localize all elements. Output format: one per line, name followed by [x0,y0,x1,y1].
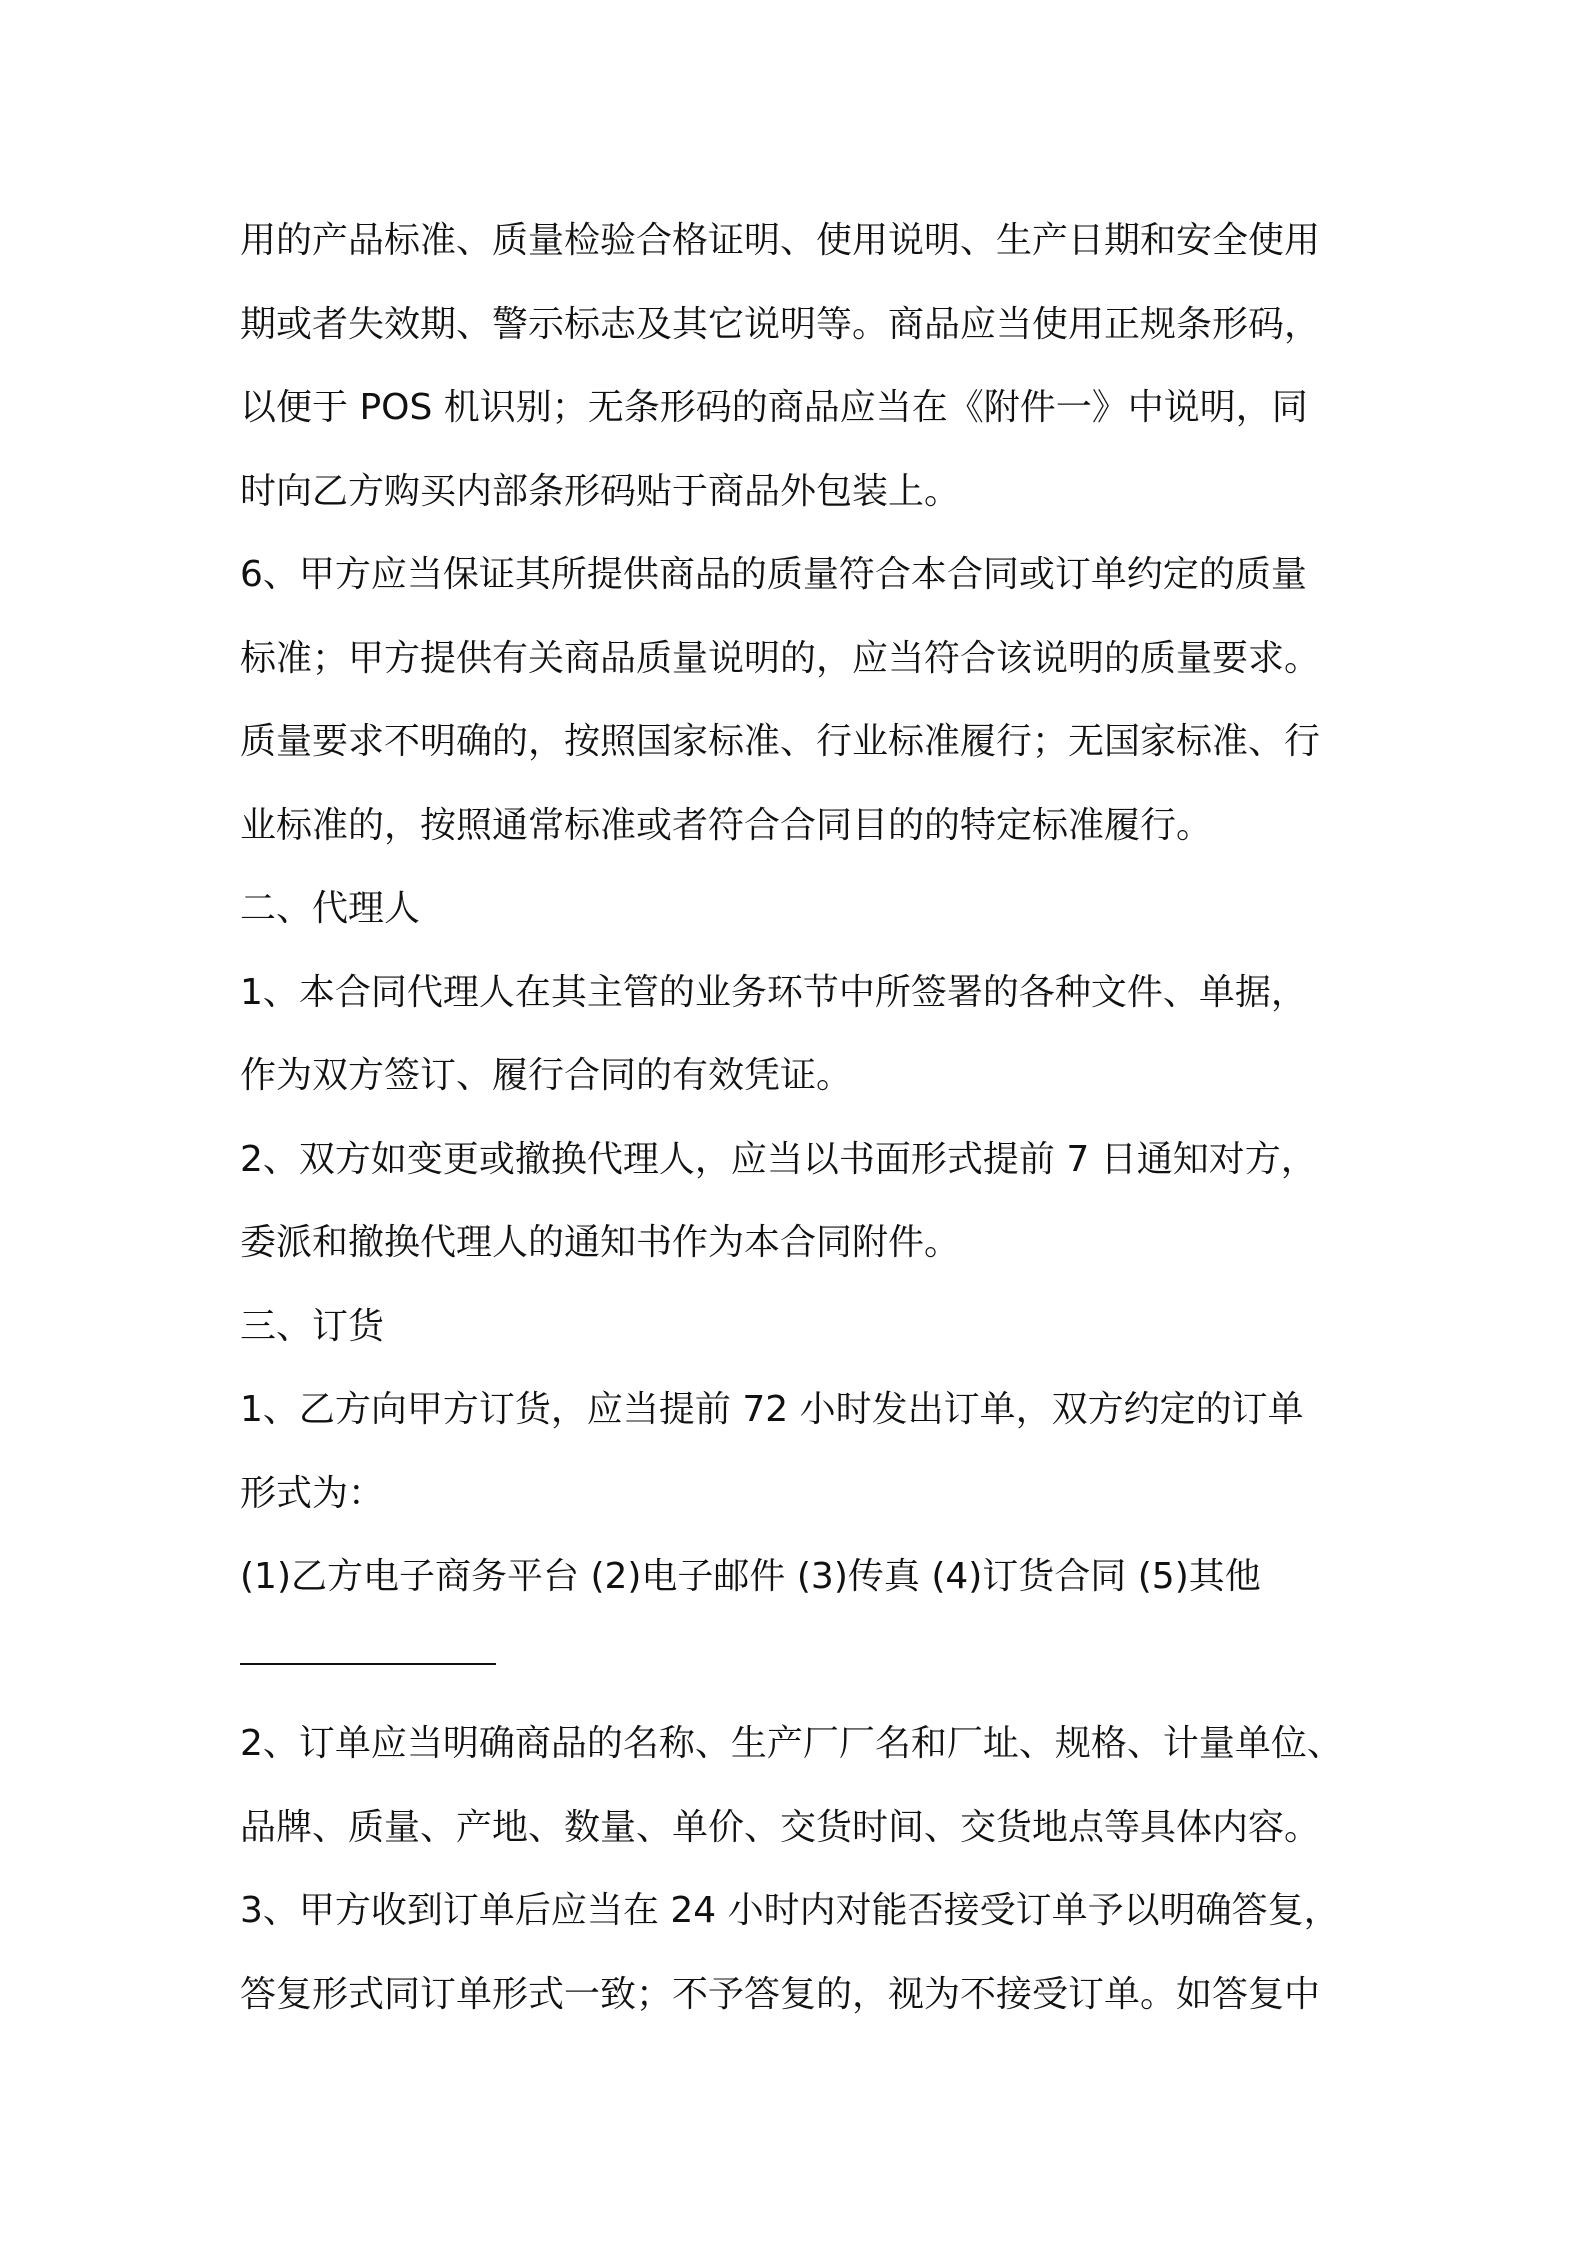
text-line: 质量要求不明确的，按照国家标准、行业标准履行；无国家标准、行 [240,721,1321,762]
clause-1: 1、本合同代理人在其主管的业务环节中所签署的各种文件、单据， [240,971,1307,1013]
clause-3: 3、甲方收到订单后应当在 24 小时内对能否接受订单予以明确答复， [240,1890,1340,1931]
blank-underline [240,1663,496,1665]
text-line: 形式为： [240,1472,385,1514]
clause-6: 6、甲方应当保证其所提供商品的质量符合本合同或订单约定的质量 [240,554,1307,595]
clause-2: 2、双方如变更或撤换代理人，应当以书面形式提前 7 日通知对方， [240,1138,1317,1180]
section-heading-agent: 二、代理人 [240,888,421,929]
fill-in-blank [240,1619,1380,1703]
text-line: 标准；甲方提供有关商品质量说明的，应当符合该说明的质量要求。 [240,637,1321,679]
text-line: 业标准的，按照通常标准或者符合合同目的的特定标准履行。 [240,804,1213,846]
document-body [240,199,1380,2036]
order-form-options: (1)乙方电子商务平台 (2)电子邮件 (3)传真 (4)订货合同 (5)其他 [240,1556,1261,1597]
text-line: 用的产品标准、质量检验合格证明、使用说明、生产日期和安全使用 [240,220,1321,261]
text-line: 期或者失效期、警示标志及其它说明等。商品应当使用正规条形码， [240,303,1321,345]
text-line: 时向乙方购买内部条形码贴于商品外包装上。 [240,470,961,512]
text-line: 答复形式同订单形式一致；不予答复的，视为不接受订单。如答复中 [240,1973,1321,2015]
text-line: 作为双方签订、履行合同的有效凭证。 [240,1055,853,1096]
clause-2: 2、订单应当明确商品的名称、生产厂厂名和厂址、规格、计量单位、 [240,1723,1343,1764]
text-line: 品牌、质量、产地、数量、单价、交货时间、交货地点等具体内容。 [240,1806,1321,1848]
text-line: 委派和撤换代理人的通知书作为本合同附件。 [240,1222,961,1263]
section-heading-ordering: 三、订货 [240,1305,385,1347]
clause-1: 1、乙方向甲方订货，应当提前 72 小时发出订单，双方约定的订单 [240,1389,1304,1430]
text-line: 以便于 POS 机识别；无条形码的商品应当在《附件一》中说明，同 [240,387,1308,428]
